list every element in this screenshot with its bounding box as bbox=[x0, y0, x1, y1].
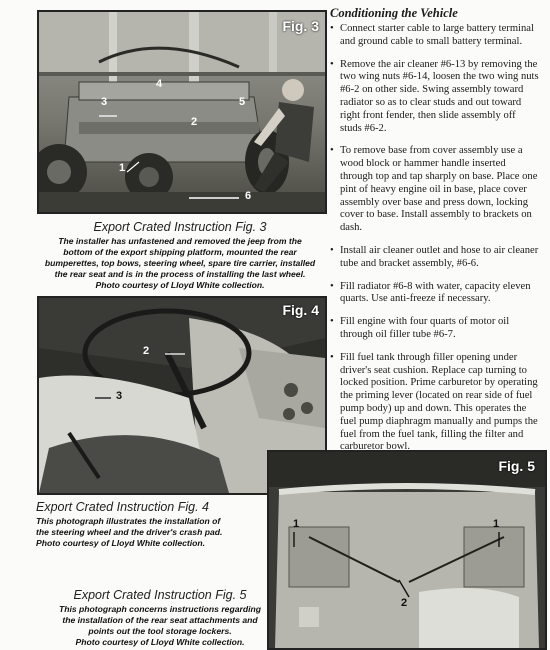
fig4-caption bbox=[36, 500, 246, 549]
fig3-jeep-image bbox=[39, 12, 325, 212]
fig3-callout-5: 5 bbox=[239, 96, 246, 108]
fig4-callout-2: 2 bbox=[143, 345, 150, 357]
fig3-photo bbox=[37, 10, 327, 214]
fig4-caption-line: the steering wheel and the driver's crash pad. bbox=[36, 527, 223, 537]
fig5-caption-line: This photograph concerns instructions regarding bbox=[59, 604, 261, 614]
fig4-label: Fig. 4 bbox=[282, 302, 319, 318]
step-item: • Fill radiator #6-8 with water, capacity eleven quarts. Use anti-freeze if necessary. bbox=[330, 281, 540, 307]
conditioning-section bbox=[330, 6, 540, 464]
fig5-caption-line: Photo courtesy of Lloyd White collection. bbox=[75, 637, 245, 647]
fig5-callout-2: 2 bbox=[401, 597, 408, 609]
fig3-caption bbox=[30, 220, 330, 291]
fig5-rear-seat-image bbox=[269, 452, 545, 648]
fig3-caption-title: Export Crated Instruction Fig. 3 bbox=[93, 220, 267, 234]
fig4-callout-3: 3 bbox=[116, 390, 123, 402]
fig5-caption bbox=[55, 588, 265, 648]
fig5-caption-line: the installation of the rear seat attachments and bbox=[62, 615, 258, 625]
step-item: • To remove base from cover assembly use a wood block or hammer handle inserted through top and tap sharply on base. Place one pint of heavy engine oil in base, place cover assembly over base and press down, locking cover to base. Install assembly to brackets on dash. bbox=[330, 145, 540, 235]
fig4-caption-line: This photograph illustrates the installation of bbox=[36, 516, 221, 526]
step-item: • Fill engine with four quarts of motor oil through oil filler tube #6-7. bbox=[330, 316, 540, 342]
fig5-caption-title: Export Crated Instruction Fig. 5 bbox=[73, 588, 247, 602]
fig3-label: Fig. 3 bbox=[282, 18, 319, 34]
fig3-callout-4: 4 bbox=[156, 78, 163, 90]
fig3-caption-line: the rear seat and is in the process of installing the last wheel. bbox=[54, 269, 306, 279]
step-item: • Fill fuel tank through filler opening under driver's seat cushion. Replace cap turning to locked position. Prime carburetor by operating the priming lever (located on rear side of fuel pump body) up and down. This operates the fuel pump diaphragm manually and pumps the fuel from the fuel tank, filling the filter and carburetor bowl. bbox=[330, 352, 540, 454]
fig5-callout-1-right: 1 bbox=[493, 518, 500, 530]
fig4-caption-line: Photo courtesy of Lloyd White collection. bbox=[36, 538, 206, 548]
fig4-caption-title: Export Crated Instruction Fig. 4 bbox=[36, 500, 209, 514]
fig3-callout-1: 1 bbox=[119, 162, 126, 174]
fig5-photo bbox=[267, 450, 547, 650]
fig3-callout-3: 3 bbox=[101, 96, 108, 108]
step-item: • Connect starter cable to large battery terminal and ground cable to small battery terminal. bbox=[330, 23, 540, 49]
fig3-caption-line: bottom of the export shipping platform, mounted the rear bbox=[63, 247, 297, 257]
steps-list bbox=[330, 23, 540, 454]
step-item: • Remove the air cleaner #6-13 by removing the two wing nuts #6-14, loosen the two wing nuts #6-2 on other side. Swing assembly toward radiator so as to clear studs and out toward right front fender, then slide assembly off studs #6-2. bbox=[330, 59, 540, 136]
fig3-caption-line: bumperettes, top bows, steering wheel, spare tire carrier, installed bbox=[44, 258, 316, 268]
fig5-callout-1-left: 1 bbox=[293, 518, 300, 530]
section-heading: Conditioning the Vehicle bbox=[330, 6, 458, 20]
step-item: • Install air cleaner outlet and hose to air cleaner tube and bracket assembly, #6-6. bbox=[330, 245, 540, 271]
fig5-caption-line: points out the tool storage lockers. bbox=[88, 626, 232, 636]
fig5-label: Fig. 5 bbox=[498, 458, 535, 474]
fig3-callout-2: 2 bbox=[191, 116, 198, 128]
fig3-caption-line: The installer has unfastened and removed the jeep from the bbox=[58, 236, 302, 246]
fig3-caption-line: Photo courtesy of Lloyd White collection. bbox=[95, 280, 265, 290]
fig3-callout-6: 6 bbox=[245, 190, 252, 202]
